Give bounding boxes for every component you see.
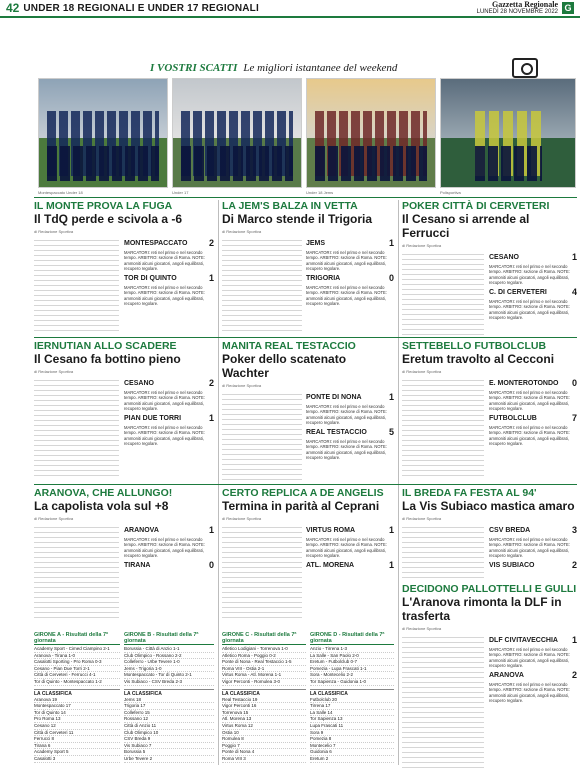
results-table-c: GIRONE C - Risultati della 7ª giornata Atletico Lodigiani - Torrenova 1-0 Atletico Roma - Poggio 0-2 Ponte di Nona - Real Testaccio 1-5 Roma VIII - Ostia 2-1 Virtus Roma - Atl. Morena 1-1 Vigor Perconti - Romulea 3-0 LA CLASSIFICA Real Testaccio 19 Vigor Perconti 16 Torrenova 15 Atl. Morena 13 Virtus Roma 12 Ostia 10 Romulea 8 Poggio 7 Ponte di Nona 4 Roma VIII 3 bbox=[222, 632, 306, 763]
gallery-title: I VOSTRI SCATTI bbox=[150, 62, 238, 74]
article-7: ARANOVA, CHE ALLUNGO! La capolista vola sul +8 di Redazione Sportiva ARANOVA 1 MARCATORI: reti nel primo e nel secondo tempo. ARBITRO: sezione di Roma. NOTE: ammoniti alcuni giocatori, angoli equilibrati, recupero regolare. TIRANA 0 bbox=[34, 487, 214, 627]
article-10: DECIDONO PALLOTTELLI E GULLI L'Aranova rimonta la DLF in trasferta di Redazione Sportiva DLF CIVITAVECCHIA 1 MARCATORI: reti nel primo e nel secondo tempo. ARBITRO: sezione di Roma. NOTE: ammoniti alcuni giocatori, angoli equilibrati, recupero regolare. ARANOVA 2 MARCATORI: reti nel primo e nel secondo tempo. ARBITRO: sezione di Roma. NOTE: ammoniti alcuni giocatori, angoli equilibrati, recupero regolare. bbox=[402, 583, 577, 768]
article-1: IL MONTE PROVA LA FUGA Il TdQ perde e scivola a -6 di Redazione Sportiva MONTESPACCATO 2 MARCATORI: reti nel primo e nel secondo tempo. ARBITRO: sezione di Roma. NOTE: ammoniti alcuni giocatori, angoli equilibrati, recupero regolare. TOR DI QUINTO 1 MARCATORI: reti nel primo e nel secondo tempo. ARBITRO: sezione di Roma. NOTE: ammoniti alcuni giocatori, angoli equilibrati, recupero regolare. bbox=[34, 200, 214, 335]
results-table-a: GIRONE A - Risultati della 7ª giornata Academy Sport - Cimed Ciampino 2-1 Aranova - Tirana 1-0 Casalotti Sporting - Pro Roma 0-3 Cesano - Pian Due Torri 2-1 Città di Cerveteri - Ferrucci 4-1 Tor di Quinto - Montespaccato 1-2 LA CLASSIFICA Aranova 19 Montespaccato 17 Tor di Quinto 14 Pro Roma 13 Cesano 12 Città di Cerveteri 11 Ferrucci 8 Tirana 6 Academy Sport 5 Casalotti 3 bbox=[34, 632, 120, 763]
results-table-b: GIRONE B - Risultati della 7ª giornata Borussia - Città di Anzio 1-1 Club Olimpico - Rossano 2-2 Colleferro - Urbe Tevere 1-0 Jems - Trigoria 1-0 Montespaccato - Tor di Quinto 2-1 Vis Subiaco - CSV Breda 2-3 LA CLASSIFICA Jems 18 Trigoria 17 Colleferro 15 Rossano 12 Città di Anzio 11 Club Olimpico 10 CSV Breda 9 Vis Subiaco 7 Borussia 5 Urbe Tevere 2 bbox=[124, 632, 214, 763]
camera-icon bbox=[512, 58, 538, 78]
article-headline: Il TdQ perde e scivola a -6 bbox=[34, 212, 183, 226]
photo-caption-4: Polisportiva bbox=[440, 190, 461, 195]
article-kicker: POKER CITTÀ DI CERVETERI bbox=[402, 200, 550, 212]
article-5: MANITA REAL TESTACCIO Poker dello scatenato Wachter di Redazione Sportiva PONTE DI NONA 1 MARCATORI: reti nel primo e nel secondo tempo. ARBITRO: sezione di Roma. NOTE: ammoniti alcuni giocatori, angoli equilibrati, recupero regolare. REAL TESTACCIO 5 MARCATORI: reti nel primo e nel secondo tempo. ARBITRO: sezione di Roma. NOTE: ammoniti alcuni giocatori, angoli equilibrati, recupero regolare. bbox=[222, 340, 394, 480]
team-photo-1[interactable] bbox=[38, 78, 168, 188]
gallery-header bbox=[150, 62, 520, 74]
section-title: UNDER 18 REGIONALI E UNDER 17 REGIONALI bbox=[23, 2, 259, 14]
article-headline: Il Cesano si arrende al Ferrucci bbox=[402, 212, 530, 240]
article-headline: Di Marco stende il Trigoria bbox=[222, 212, 373, 226]
results-table-d: GIRONE D - Risultati della 7ª giornata Anzio - Tirrena 1-3 La Salle - San Paolo 2-0 Eretum - Futbolclub 0-7 Pomezia - Lupa Frascati 1-1 Sora - Montecelio 2-2 Tor Sapienza - Guidonia 1-0 LA CLASSIFICA Futbolclub 20 Tirrena 17 La Salle 14 Tor Sapienza 13 Lupa Frascati 11 Sora 9 Pomezia 8 Montecelio 7 Guidonia 6 Eretum 2 bbox=[310, 632, 394, 763]
article-byline: di Redazione Sportiva bbox=[34, 229, 74, 234]
article-8: CERTO REPLICA A DE ANGELIS Termina in parità al Ceprani di Redazione Sportiva VIRTUS ROMA 1 MARCATORI: reti nel primo e nel secondo tempo. ARBITRO: sezione di Roma. NOTE: ammoniti alcuni giocatori, angoli equilibrati, recupero regolare. ATL. MORENA 1 bbox=[222, 487, 394, 627]
team-photo-2[interactable] bbox=[172, 78, 302, 188]
issue-date: LUNEDÌ 28 NOVEMBRE 2022 bbox=[476, 9, 558, 15]
photo-caption-2: Under 17 bbox=[172, 190, 189, 195]
page-number: 42 bbox=[6, 1, 20, 15]
article-2: LA JEM'S BALZA IN VETTA Di Marco stende il Trigoria di Redazione Sportiva JEMS 1 MARCATORI: reti nel primo e nel secondo tempo. ARBITRO: sezione di Roma. NOTE: ammoniti alcuni giocatori, angoli equilibrati, recupero regolare. TRIGORIA 0 MARCATORI: reti nel primo e nel secondo tempo. ARBITRO: sezione di Roma. NOTE: ammoniti alcuni giocatori, angoli equilibrati, recupero regolare. bbox=[222, 200, 394, 335]
article-3: POKER CITTÀ DI CERVETERI Il Cesano si arrende al Ferrucci di Redazione Sportiva CESANO 1 MARCATORI: reti nel primo e nel secondo tempo. ARBITRO: sezione di Roma. NOTE: ammoniti alcuni giocatori, angoli equilibrati, recupero regolare. C. DI CERVETERI 4 MARCATORI: reti nel primo e nel secondo tempo. ARBITRO: sezione di Roma. NOTE: ammoniti alcuni giocatori, angoli equilibrati, recupero regolare. bbox=[402, 200, 577, 335]
article-kicker: IL MONTE PROVA LA FUGA bbox=[34, 200, 173, 212]
page-header bbox=[0, 0, 580, 18]
article-9: IL BREDA FA FESTA AL 94' La Vis Subiaco mastica amaro di Redazione Sportiva CSV BREDA 3 MARCATORI: reti nel primo e nel secondo tempo. ARBITRO: sezione di Roma. NOTE: ammoniti alcuni giocatori, angoli equilibrati, recupero regolare. VIS SUBIACO 2 bbox=[402, 487, 577, 579]
brand-name: Gazzetta Regionale bbox=[492, 0, 558, 9]
article-byline: di Redazione Sportiva bbox=[222, 229, 262, 234]
team-photo-3[interactable] bbox=[306, 78, 436, 188]
score-row-home: MONTESPACCATO 2 bbox=[124, 238, 214, 248]
photo-caption-1: Montespaccato Under 18 bbox=[38, 190, 83, 195]
masthead bbox=[477, 0, 558, 16]
article-6: SETTEBELLO FUTBOLCLUB Eretum travolto al Cecconi di Redazione Sportiva E. MONTEROTONDO 0 MARCATORI: reti nel primo e nel secondo tempo. ARBITRO: sezione di Roma. NOTE: ammoniti alcuni giocatori, angoli equilibrati, recupero regolare. FUTBOLCLUB 7 MARCATORI: reti nel primo e nel secondo tempo. ARBITRO: sezione di Roma. NOTE: ammoniti alcuni giocatori, angoli equilibrati, recupero regolare. bbox=[402, 340, 577, 480]
article-kicker: LA JEM'S BALZA IN VETTA bbox=[222, 200, 358, 212]
brand-logo: G bbox=[562, 2, 574, 14]
photo-caption-3: Under 18 Jems bbox=[306, 190, 334, 195]
team-photo-4[interactable] bbox=[440, 78, 576, 188]
article-byline: di Redazione Sportiva bbox=[402, 243, 442, 248]
article-4: IERNUTIAN ALLO SCADERE Il Cesano fa bottino pieno di Redazione Sportiva CESANO 2 MARCATORI: reti nel primo e nel secondo tempo. ARBITRO: sezione di Roma. NOTE: ammoniti alcuni giocatori, angoli equilibrati, recupero regolare. PIAN DUE TORRI 1 MARCATORI: reti nel primo e nel secondo tempo. ARBITRO: sezione di Roma. NOTE: ammoniti alcuni giocatori, angoli equilibrati, recupero regolare. bbox=[34, 340, 214, 480]
gallery-subtitle: Le migliori istantanee del weekend bbox=[243, 62, 398, 74]
score-row-away: TOR DI QUINTO 1 bbox=[124, 273, 214, 284]
